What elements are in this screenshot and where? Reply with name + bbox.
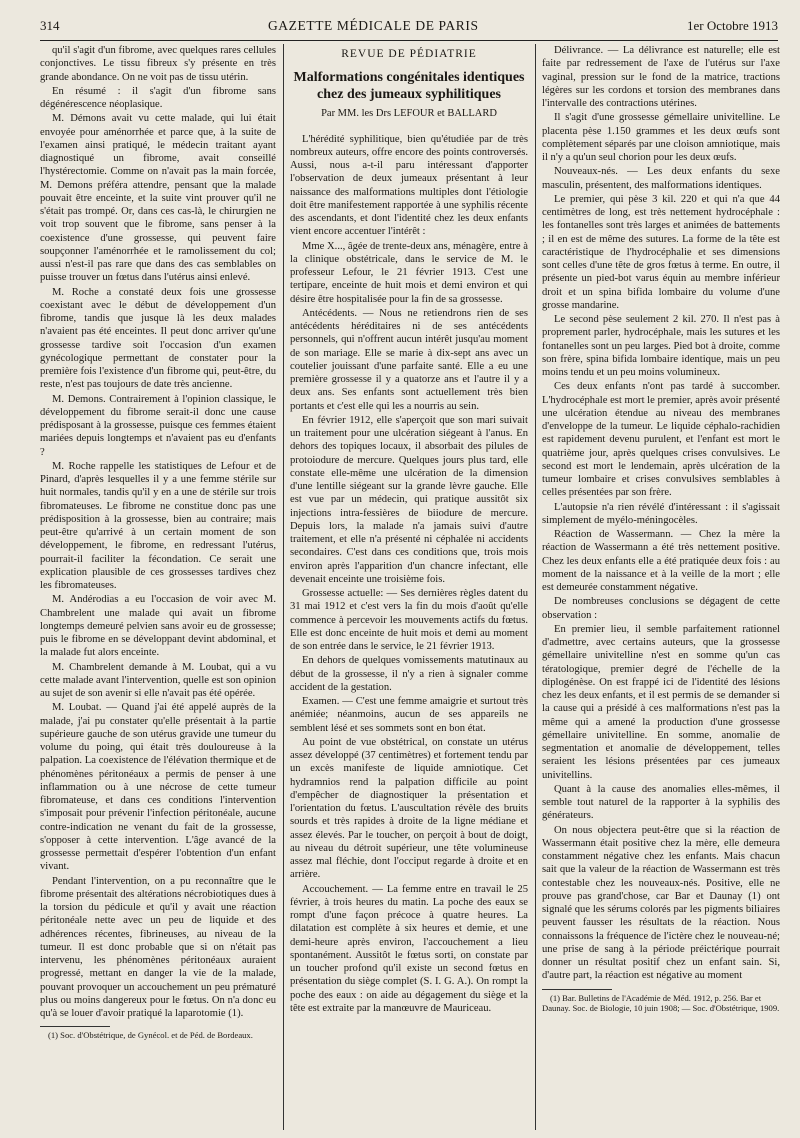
column-right bbox=[542, 44, 780, 1130]
paragraph: L'hérédité syphilitique, bien qu'étudiée par de très nombreux auteurs, offre encore des points controversés. Aussi, nous a-t-il paru intéressant d'apporter l'observation de deux jumeaux présentant à leur naissance des malformations multiples dont l'étiologie doit être manifestement rapportée à une syphilis récente des ascendants, et dont l'identité chez les deux enfants vient encore accentuer l'intérêt : bbox=[290, 133, 528, 238]
paragraph: Quant à la cause des anomalies elles-mêmes, il semble tout naturel de la rapporter à la syphilis des générateurs. bbox=[542, 783, 780, 822]
paragraph: M. Loubat. — Quand j'ai été appelé auprès de la malade, j'ai pu constater qu'elle présentait à la partie supérieure gauche de son utérus gravide une tumeur du volume du poing, qui était très douloureuse à la palpation. La coexistence de l'élévation thermique et de phénomènes péritonéaux a permis de penser à une inflammation ou à une nécrose de cette tumeur fibromateuse, et dans ces conditions l'intervention s'imposait pour prévenir l'infection péritonéale, aucune contre-indication ne venant du fait de la grossesse, s'opposer à cette intervention. L'âge avancé de la grossesse permettait d'espérer l'obtention d'un enfant vivant. bbox=[40, 702, 276, 873]
paragraph: En résumé : il s'agit d'un fibrome sans dégénérescence néoplasique. bbox=[40, 85, 276, 110]
column-left bbox=[40, 44, 276, 1130]
paragraph: Grossesse actuelle: — Ses dernières règles datent du 31 mai 1912 et c'est vers la fin du mois d'août qu'elle commence à percevoir les mouvements actifs du fœtus. Elle est donc enceinte de huit mois et demi au moment de son entrée dans le service, le 21 février 1913. bbox=[290, 588, 528, 652]
paragraph: M. Roche rappelle les statistiques de Lefour et de Pinard, d'après lesquelles il y a une femme stérile sur huit normales, tandis qu'il y en a une de stérile sur trois fibromateuses. Le fibrome ne constitue donc pas une prédisposition à la grossesse, bien au contraire; mais peut-être qu'arrivé à un certain moment de son développement, le fibrome, en redressant l'utérus, pourrait-il faciliter la fécondation. Ce serait une explication plausible de ces grossesses tardives chez les fibromateuses. bbox=[40, 460, 276, 591]
paragraph: Ces deux enfants n'ont pas tardé à succomber. L'hydrocéphale est mort le premier, après avoir présenté une ulcération étendue au niveau des membranes d'enveloppe de la tumeur. Le liquide céphalo-rachidien est rapidement devenu purulent, et l'enfant est mort le quatrième jour, après quelques crises convulsives. Le second est mort le lendemain, après ulcération de la tumeur lombaire et crises convulsives semblables à celles présentées par son frère. bbox=[542, 381, 780, 499]
paragraph: M. Roche a constaté deux fois une grossesse coexistant avec le début de développement d'un fibrome, tandis que jusque là les deux malades n'avaient pas été enceintes. Il peut donc arriver qu'une grossesse tardive soit l'occasion d'un examen gynécologique permettant de constater pour la première fois l'existence d'un fibrome qui, peut-être, du reste, n'est pas toujours de date très ancienne. bbox=[40, 286, 276, 391]
paragraph: M. Demons. Contrairement à l'opinion classique, le développement du fibrome serait-il donc une cause prédisposant à la grossesse, puisque ces femmes étaient mariées depuis longtemps et n'avaient pas eu d'enfants ? bbox=[40, 393, 276, 458]
paragraph: En premier lieu, il semble parfaitement rationnel d'admettre, avec certains auteurs, que la grossesse gémellaire univitelline n'est en somme qu'un cas tératologique, premier degré de l'échelle de la diplogénèse. On est frappé ici de l'identité des lésions chez les deux enfants, et il est permis de se demander si la cause qui a présidé à ces malformations n'est pas la même qui a amené la production d'une grossesse gémellaire univitelline. En somme, anomalie de segmentation et anomalie de développement, telles seraient les lésions présentées par ces jumeaux univitellins. bbox=[542, 623, 780, 781]
paragraph: M. Chambrelent demande à M. Loubat, qui a vu cette malade avant l'intervention, quelle est son opinion au sujet de son avenir si elle n'avait pas été opérée. bbox=[40, 661, 276, 699]
footnote-rule bbox=[542, 989, 612, 990]
paragraph: Antécédents. — Nous ne retiendrons rien de ses antécédents héréditaires ni de ses antécédents personnels, qui n'offrent aucun intérêt jusqu'au moment de son mariage. Elle se marie à dix-sept ans avec un coutelier jouissant d'une parfaite santé. Elle a eu une première grossesse il y a quatorze ans et l'autre il y a deux ans. Ses enfants sont actuellement très bien portants et c'est elle qui les a nourris au sein. bbox=[290, 307, 528, 412]
paragraph: Examen. — C'est une femme amaigrie et surtout très anémiée; néanmoins, aucun de ses appareils ne semblent lésé et ses sommets sont en bon état. bbox=[290, 696, 528, 734]
paragraph: On nous objectera peut-être que si la réaction de Wassermann était positive chez la mère, elle demeura constamment négative chez les enfants. Mais chacun sait que la valeur de la réaction de Wassermann est très contestable chez les nouveaux-nés. Positive, elle ne prouve pas grand'chose, car Bar et Daunay (1) ont signalé que les sérums colorés par les pigments biliaires peuvent fausser les résultats de la réaction. Nous connaissons la fréquence de l'ictère chez le nouveau-né; une prise de sang à la période préictérique pourrait donner un résultat positif chez un enfant sain. Si, d'autre part, la réaction est négative au moment bbox=[542, 824, 780, 982]
column-middle bbox=[290, 44, 528, 1130]
article-authors: Par MM. les Drs LEFOUR et BALLARD bbox=[321, 108, 497, 120]
page-number: 314 bbox=[40, 18, 60, 33]
paragraph: qu'il s'agit d'un fibrome, avec quelques rares cellules conjonctives. Le tissu fibreux s'y présente en très grande abondance. On ne voit pas de tissu utérin. bbox=[40, 45, 276, 83]
footnote: (1) Soc. d'Obstétrique, de Gynécol. et de Péd. de Bordeaux. bbox=[48, 1030, 253, 1041]
page-header bbox=[40, 18, 778, 41]
paragraph: Il s'agit d'une grossesse gémellaire univitelline. Le placenta pèse 1.150 grammes et les deux œufs sont complètement séparés par une cloison amniotique, mais il n'y a qu'un seul chorion pour les deux œufs. bbox=[542, 112, 780, 163]
paragraph: Accouchement. — La femme entre en travail le 25 février, à trois heures du matin. La poche des eaux se rompt d'une façon précoce à quatre heures. La dilatation est complète à six heures et demie, et une demi-heure après environ, l'accouchement a lieu spontanément. Aussitôt le fœtus sorti, on constate par un toucher profond qu'il existe un second fœtus en présentation du siège complet (S. I. G. A.). On rompt la poche des eaux : on aide au dégagement du siège et la tête est extraite par la manœuvre de Mauriceau. bbox=[290, 883, 528, 1014]
section-heading: REVUE DE PÉDIATRIE bbox=[341, 48, 477, 60]
paragraph: Au point de vue obstétrical, on constate un utérus assez développé (37 centimètres) et fortement tendu par un excès manifeste de liquide amniotique. Cet hydramnios rend la palpation difficile au point d'empêcher de diagnostiquer la présentation et l'orientation du fœtus. L'auscultation révèle des bruits sourds et très rapides à droite de la ligne médiane et assez élevés. Par le toucher, on perçoit à bout de doigt, au niveau du détroit supérieur, une tête volumineuse assez mal fléchie, dont l'occiput regarde à droite et en arrière. bbox=[290, 736, 528, 881]
paragraph: L'autopsie n'a rien révélé d'intéressant : il s'agissait simplement de myélo-méningocèles. bbox=[542, 501, 780, 526]
paragraph: Nouveaux-nés. — Les deux enfants du sexe masculin, présentent, des malformations identiques. bbox=[542, 166, 780, 191]
journal-title: GAZETTE MÉDICALE DE PARIS bbox=[267, 18, 479, 33]
paragraph: Le premier, qui pèse 3 kil. 220 et qui n'a que 44 centimètres de long, est très nettement hydrocéphale : les fontanelles sont très larges et animées de battements ; il en est de même des sutures. La forme de la tête est caractéristique de l'hydrocéphalie et ses dimensions sont celles d'une tête de gros fœtus à terme. En outre, il présente un pied-bot varus équin au membre inférieur droit et un spina bifida lombaire du volume d'une grosse mandarine. bbox=[542, 193, 780, 311]
column-divider bbox=[283, 44, 284, 1130]
paragraph: Réaction de Wassermann. — Chez la mère la réaction de Wassermann a été très nettement positive. Chez les deux enfants elle a été pratiquée deux fois : au moment de la naissance et à la veille de la mort ; elle est demeurée constamment négative. bbox=[542, 529, 780, 593]
paragraph: M. Démons avait vu cette malade, qui lui était envoyée pour aménorrhée et parce que, à la suite de l'examen ainsi pratiqué, le médecin traitant ayant diagnostiqué un fibrome, avait conseillé l'hystérectomie. Comme on n'avait pas la main forcée, M. Demons préféra attendre, pensant que la malade pouvait être enceinte, et la suite vint prouver qu'il ne s'était pas trompé. Or, dans ces cas-là, le chirurgien ne voit trop souvent que le fibrome, sans penser à la coexistence d'une grossesse, qui peuvent faire soupçonner l'aménorrhée et le ramolissement du col; aussi n'est-il pas rare que dans des cas semblables on puisse trouver un fœtus dans l'utérus ainsi enlevé. bbox=[40, 113, 276, 284]
paragraph: M. Andérodias a eu l'occasion de voir avec M. Chambrelent une malade qui avait un fibrome longtemps demeuré pelvien sans avoir eu de grossesse; puis le fibrome en se développant devint abdominal, et la malade fut alors enceinte. bbox=[40, 594, 276, 659]
paragraph: Le second pèse seulement 2 kil. 270. Il n'est pas à proprement parler, hydrocéphale, mais les sutures et les fontanelles sont un peu larges. Pied bot à droite, comme son frère, spina bifida lombaire identique, mais un peu moins tendu et un peu moins volumineux. bbox=[542, 314, 780, 378]
paragraph: Mme X..., âgée de trente-deux ans, ménagère, entre à la clinique obstétricale, dans le service de M. le professeur Lefour, le 21 février 1913. C'est une tertipare, enceinte de huit mois et demi environ et qui désire être hospitalisée pour la fin de sa grossesse. bbox=[290, 240, 528, 305]
footnote-rule bbox=[40, 1026, 110, 1027]
paragraph: Délivrance. — La délivrance est naturelle; elle est faite par redressement de l'axe de l'utérus sur l'axe vaginal, pression sur le fond de la matrice, tractions légères sur les cordons et torsion des membranes dans l'intervalle des contractions utérines. bbox=[542, 45, 780, 109]
paragraph: De nombreuses conclusions se dégagent de cette observation : bbox=[542, 596, 780, 621]
issue-date: 1er Octobre 1913 bbox=[687, 18, 778, 33]
column-divider bbox=[535, 44, 536, 1130]
footnote: (1) Bar. Bulletins de l'Académie de Méd. 1912, p. 256. Bar et Daunay. Soc. de Biologie, 10 juin 1908; — Soc. d'Obstétrique, 1909. bbox=[542, 992, 780, 1013]
paragraph: Pendant l'intervention, on a pu reconnaître que le fibrome présentait des altérations nécrobiotiques dues à la torsion du pédicule et qu'il y avait une réaction péritonéale nette avec un peu de liquide et des adhérences récentes, fibrineuses, au niveau de la tumeur. Il est donc probable que si on n'était pas intervenu, les phénomènes péritonéaux auraient progressé, mettant en danger la vie de la malade, pouvant provoquer un accouchement un peu prématuré plus ou moins dangereux pour le fœtus. On n'a donc eu qu'à se louer d'avoir pratiqué la laparotomie (1). bbox=[40, 875, 276, 1019]
article-title: Malformations congénitales identiques chez des jumeaux syphilitiques bbox=[293, 70, 525, 103]
paragraph: En dehors de quelques vomissements matutinaux au début de la grossesse, il n'y a rien à signaler comme accident de la gestation. bbox=[290, 655, 528, 693]
paragraph: En février 1912, elle s'aperçoit que son mari suivait un traitement pour une ulcération siégeant à l'anus. En dehors des topiques locaux, il absorbait des pilules de protoiodure de mercure. Quelques jours plus tard, elle constate elle-même une ulcération de la dimension d'une lentille siégeant sur la grande lèvre gauche. Elle est vue par un médecin, qui pratique aussitôt six injections intra-fessières de biiodure de mercure. Depuis lors, la malade n'a jamais suivi d'autre traitement, et elle n'a présenté ni céphalée ni accidents secondaires. C'est dans ces conditions que, trois mois environ après l'apparition d'un chancre infectant, elle devenait enceinte une troisième fois. bbox=[290, 414, 528, 585]
